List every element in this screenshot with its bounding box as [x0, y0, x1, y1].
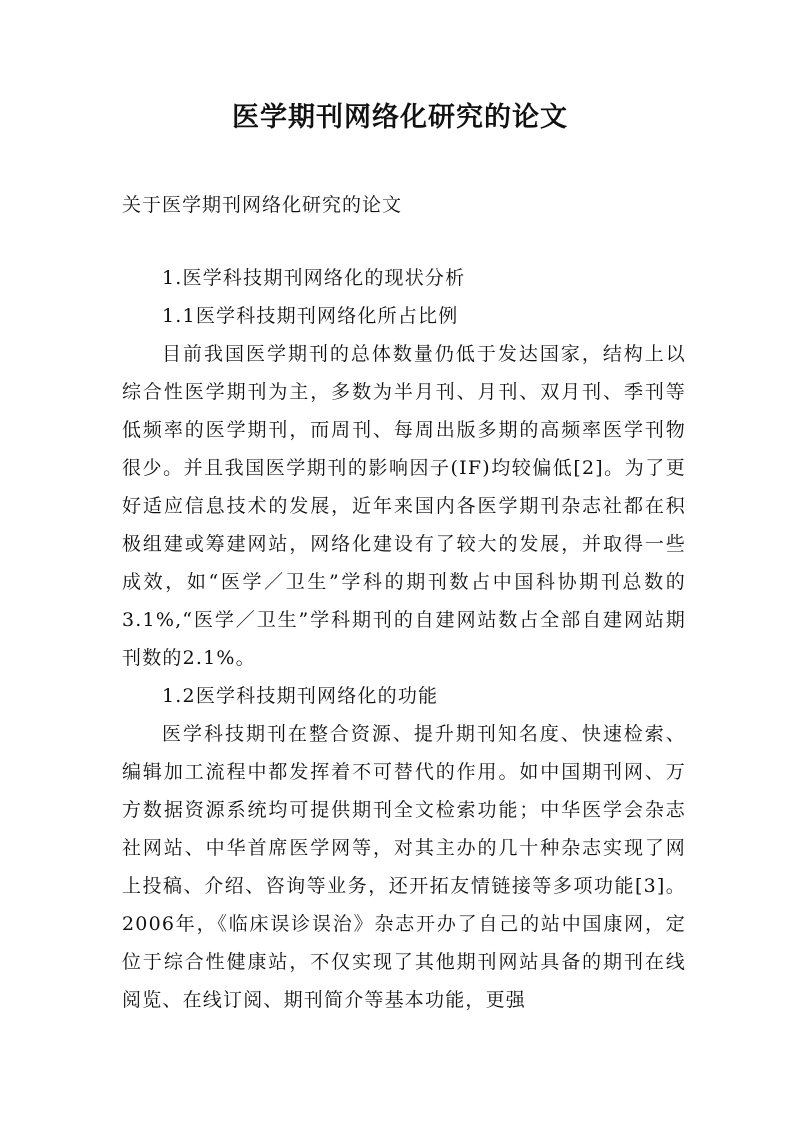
document-title: 医学期刊网络化研究的论文 — [232, 102, 568, 133]
document-subtitle: 关于医学期刊网络化研究的论文 — [122, 194, 403, 216]
document-body — [122, 259, 686, 1019]
section-heading-1-2: 1.2医学科技期刊网络化的功能 — [162, 685, 439, 707]
paragraph-1: 目前我国医学期刊的总体数量仍低于发达国家，结构上以综合性医学期刊为主，多数为半月刊、月刊、双月刊、季刊等低频率的医学期刊，而周刊、每周出版多期的高频率医学刊物很少。并且我国医学期刊的影响因子(IF)均较偏低[2]。为了更好适应信息技术的发展，近年来国内各医学期刊杂志社都在积极组建或筹建网站，网络化建设有了较大的发展，并取得一些成效，如“医学／卫生”学科的期刊数占中国科协期刊总数的3.1%,“医学／卫生”学科期刊的自建网站数占全部自建网站期刊数的2.1%。 — [122, 343, 686, 669]
section-heading-1-1: 1.1医学科技期刊网络化所占比例 — [162, 305, 459, 327]
paragraph-2: 医学科技期刊在整合资源、提升期刊知名度、快速检索、编辑加工流程中都发挥着不可替代的作用。如中国期刊网、万方数据资源系统均可提供期刊全文检索功能；中华医学会杂志社网站、中华首席医学网等，对其主办的几十种杂志实现了网上投稿、介绍、咨询等业务，还开拓友情链接等多项功能[3]。2006年，《临床误诊误治》杂志开办了自己的站中国康网，定位于综合性健康站，不仅实现了其他期刊网站具备的期刊在线阅览、在线订阅、期刊简介等基本功能，更强 — [122, 723, 686, 1011]
section-heading-1: 1.医学科技期刊网络化的现状分析 — [162, 267, 466, 289]
